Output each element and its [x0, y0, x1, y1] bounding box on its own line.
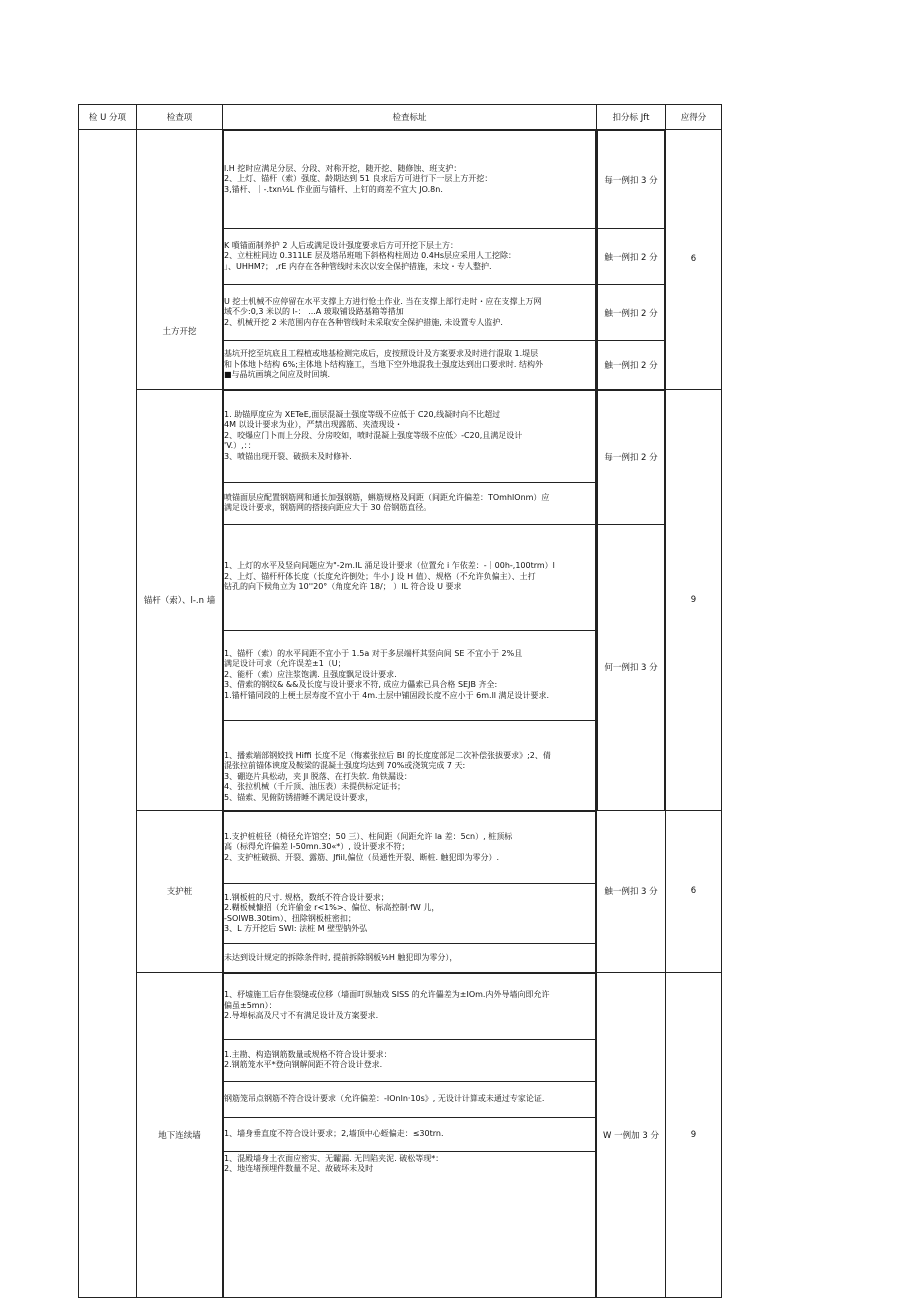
- criteria-cell: [223, 130, 597, 390]
- criteria-list: [223, 390, 596, 811]
- header-category: 检 U 分项: [79, 105, 137, 130]
- deduction-rule: W 一例加 3 分: [597, 972, 666, 1298]
- criteria-list: [223, 811, 596, 972]
- deduction-cell: [597, 130, 666, 390]
- score-anchor-wall: 9: [666, 389, 722, 811]
- table-row: [79, 130, 722, 390]
- table-row: [79, 972, 722, 1298]
- criteria-cell: [223, 389, 597, 811]
- criteria-item: 1、杼墟施工后存隹裂缝或位移（墙面叮纵轴戏 SISS 的允许儡差为±IOm.内外导墙向即允许 偏虽±5mn）： 2.导埠标高及尺寸不有满足设计及方案要求.: [224, 973, 596, 1039]
- category-cell: [79, 130, 137, 1298]
- header-score: 应得分: [666, 105, 722, 130]
- score-support-pile: 6: [666, 811, 722, 973]
- criteria-item: U 挖土机械不应停留在水平支撑上方进行怆土作业. 当在支撑上部行走时・应在支撑上万网 域不少:0,3 米以的 l-： ...A 玻取铺设路基箱等措加 2、机械开挖 2 米范围内存在各种管线时未采取安全保护措施, 未设置专人监护.: [224, 285, 596, 341]
- criteria-cell: [223, 972, 597, 1298]
- criteria-item: 1、锚杆（索）的水平间距不宜小于 1.5a 对于多层端杆其竖向间 SE 不宜小于 2%且 满足设计可求（允许误差±1（U； 2、能杆（索）应注浆饱满. 且强度飘足设计要求. 3、借索的钢纹& &&及长度与设计要求不符, 成应力儡索已具合格 SEJB 齐全: 1.锚杆锚同段的上梗土层寿度不宜小于 4m.土层中铺固段长度不应小于 6m.ll 满足设计要求.: [224, 630, 596, 720]
- criteria-list: [223, 973, 596, 1298]
- header-deduction: 扣分标 Jft: [597, 105, 666, 130]
- deduction-rule: 触一例扣 2 分: [598, 341, 665, 389]
- header-check-item: 检查项: [137, 105, 223, 130]
- deduction-rule: 何一例扣 3 分: [598, 524, 665, 810]
- criteria-item: 1、播索端部钢姣找 Hiffi 长度不足（悔素张拉后 BI 的长度度部足二次补偿张拔要求》;2、倩 混张拉前锚体谀度及鞍梁的混凝土强度均达到 70%或浇筑完成 7 天: 3、硼迩片具松动，夹 Jl 脱落、在打失软. 角铁漏设： 4、张拉机械（千斤顶、油压表）未提供标定证书； 5、锚索、见俯防锈措睡不满足设计要求，: [224, 720, 596, 810]
- criteria-item: 未达到设计规定的拆除条件时, 提前拆除钢板½H 触犯即为零分），: [224, 944, 596, 972]
- criteria-item: 1.主勘、构造钢筋数量或规格不符合设计要求： 2.钢筋笼水平*登向钢解间距不符合设计登求.: [224, 1039, 596, 1081]
- table-row: [79, 389, 722, 811]
- criteria-cell: [223, 811, 597, 973]
- check-item-anchor-wall: 锚杆（索）、l-.n 墙: [137, 389, 223, 811]
- criteria-item: 1、上灯的水平及竖向间题应为"-2m.IL 涌足设计要求（位置允 i 乍依差：-｜00h-,100trm）l 2、上灯、锚杆杆体长度（长度允许倒处；牛小 J 设 H 值）、规格（不允许负偏主）、土打 钻孔的向下候角立为 10''20°（角度允许 18/； ）IL 符合设 U 要求: [224, 524, 596, 630]
- score-diaphragm-wall: 9: [666, 972, 722, 1298]
- criteria-item: 1、混殿墙身土衣面应密实、无糶漏. 无凹陷夹泥. 破松等现*： 2、地连堵预埋件数量不足、故破坏未及时: [224, 1151, 596, 1297]
- check-item-support-pile: 支护桩: [137, 811, 223, 973]
- score-earthwork: 6: [666, 130, 722, 390]
- deduction-rule: 触一例扣 3 分: [597, 811, 666, 973]
- criteria-item: 1、墙身垂直度不符合设计要求；2,墙顶中心蛭偏走：≤30trn.: [224, 1117, 596, 1151]
- table-header-row: [79, 105, 722, 130]
- inspection-table: [78, 104, 722, 1298]
- criteria-item: 基坑开挖至坑底且工程植或地基检测完成后，皮按照设计及方案要求及时进行混取 1.堤层 和卜体地卜结构 6%;主体地卜结构施工，当地下空外地混我土强度达到出口要求时. 结构外 ■与晶坑画填之间应及时回填.: [224, 341, 596, 389]
- criteria-list: [223, 130, 596, 389]
- criteria-item: 1.支护桩桩径（椅径允许馆空；50 三）、柱间距（间距允许 la 差：5cn）, 桩顶标 高（标得允许偏差 l-50mn.30«*）, 设计要求不符； 2、支护桩破损、开裂、露筋、Jfiil,偏位（员通性开裂、断桩. 触犯即为零分）.: [224, 812, 596, 884]
- check-item-earthwork: 土方开挖: [137, 130, 223, 390]
- criteria-item: K 噴锚面制养护 2 人后或满足设计强度要求后方可开挖下层土方： 2、立柱桩同边 0.311LE 层及塔吊班咄下斜格构柱周边 0.4Hs层应采用人工挖除： 」、UHHM?； ,rE 内存在各种管线时未次以安全保护措施，未坟・专人整护.: [224, 229, 596, 285]
- deduction-rule: 触一例扣 2 分: [598, 285, 665, 341]
- criteria-item: l.H 挖时应满足分层、分段、对称开挖，随开挖、随修蚀、班支护： 2、上灯、锚杆（索）强度、龄期达到 51 良求后方可进行下一层上方开挖： 3,锚杆、｜-.txn½L 作业面与锚杆、上钉的商差不宜大 JO.8n.: [224, 131, 596, 229]
- criteria-item: 喷锚面层应配置钢筋网和通长加强钢筋，蝌筋规格及间距（间距允许偏差：TOmhlOnm）应 满足设计要求，钢筋网的搭接向距应大于 30 倍钢筋直径。: [224, 482, 596, 524]
- deduction-rule: 每一例扣 2 分: [598, 390, 665, 524]
- criteria-item: 1. 助锚厚度应为 XETeE,面层混凝土强度等级不应低于 C20,线凝时向不比超过 4M 以设计要求为业），严禁出现露筋、夹渣现设・ 2、咬爆应门卜而上分段、分房咬如，喷时混凝上强度等级不应低〉-C20,且满足设计 'V.）,：： 3、喷锚出现开裂、破损未及时修补.: [224, 390, 596, 482]
- deduction-cell: [597, 389, 666, 811]
- header-check-standard: 检査标址: [223, 105, 597, 130]
- table-row: [79, 811, 722, 973]
- criteria-item: 1.钢板桩的尺寸. 规格，数纸不符合设计要求； 2.糊板械慷招（允许偷金 r<1%>、偏位、标高控制·fW 儿， -SOIWB.30tim）、扭除钢板桩密扣； 3、L 方开挖后 SWl: 法桩 M 壁型钠外弘: [224, 884, 596, 944]
- deduction-rule: 每一例扣 3 分: [598, 131, 665, 229]
- deduction-rule: 触一例扣 2 分: [598, 229, 665, 285]
- criteria-item: 钢筋笼吊点钢筋不符合设计要求（允许偏差：-IOnln·10s》, 无设计计算或未通过专家论证.: [224, 1081, 596, 1117]
- check-item-diaphragm-wall: 地下连续墙: [137, 972, 223, 1298]
